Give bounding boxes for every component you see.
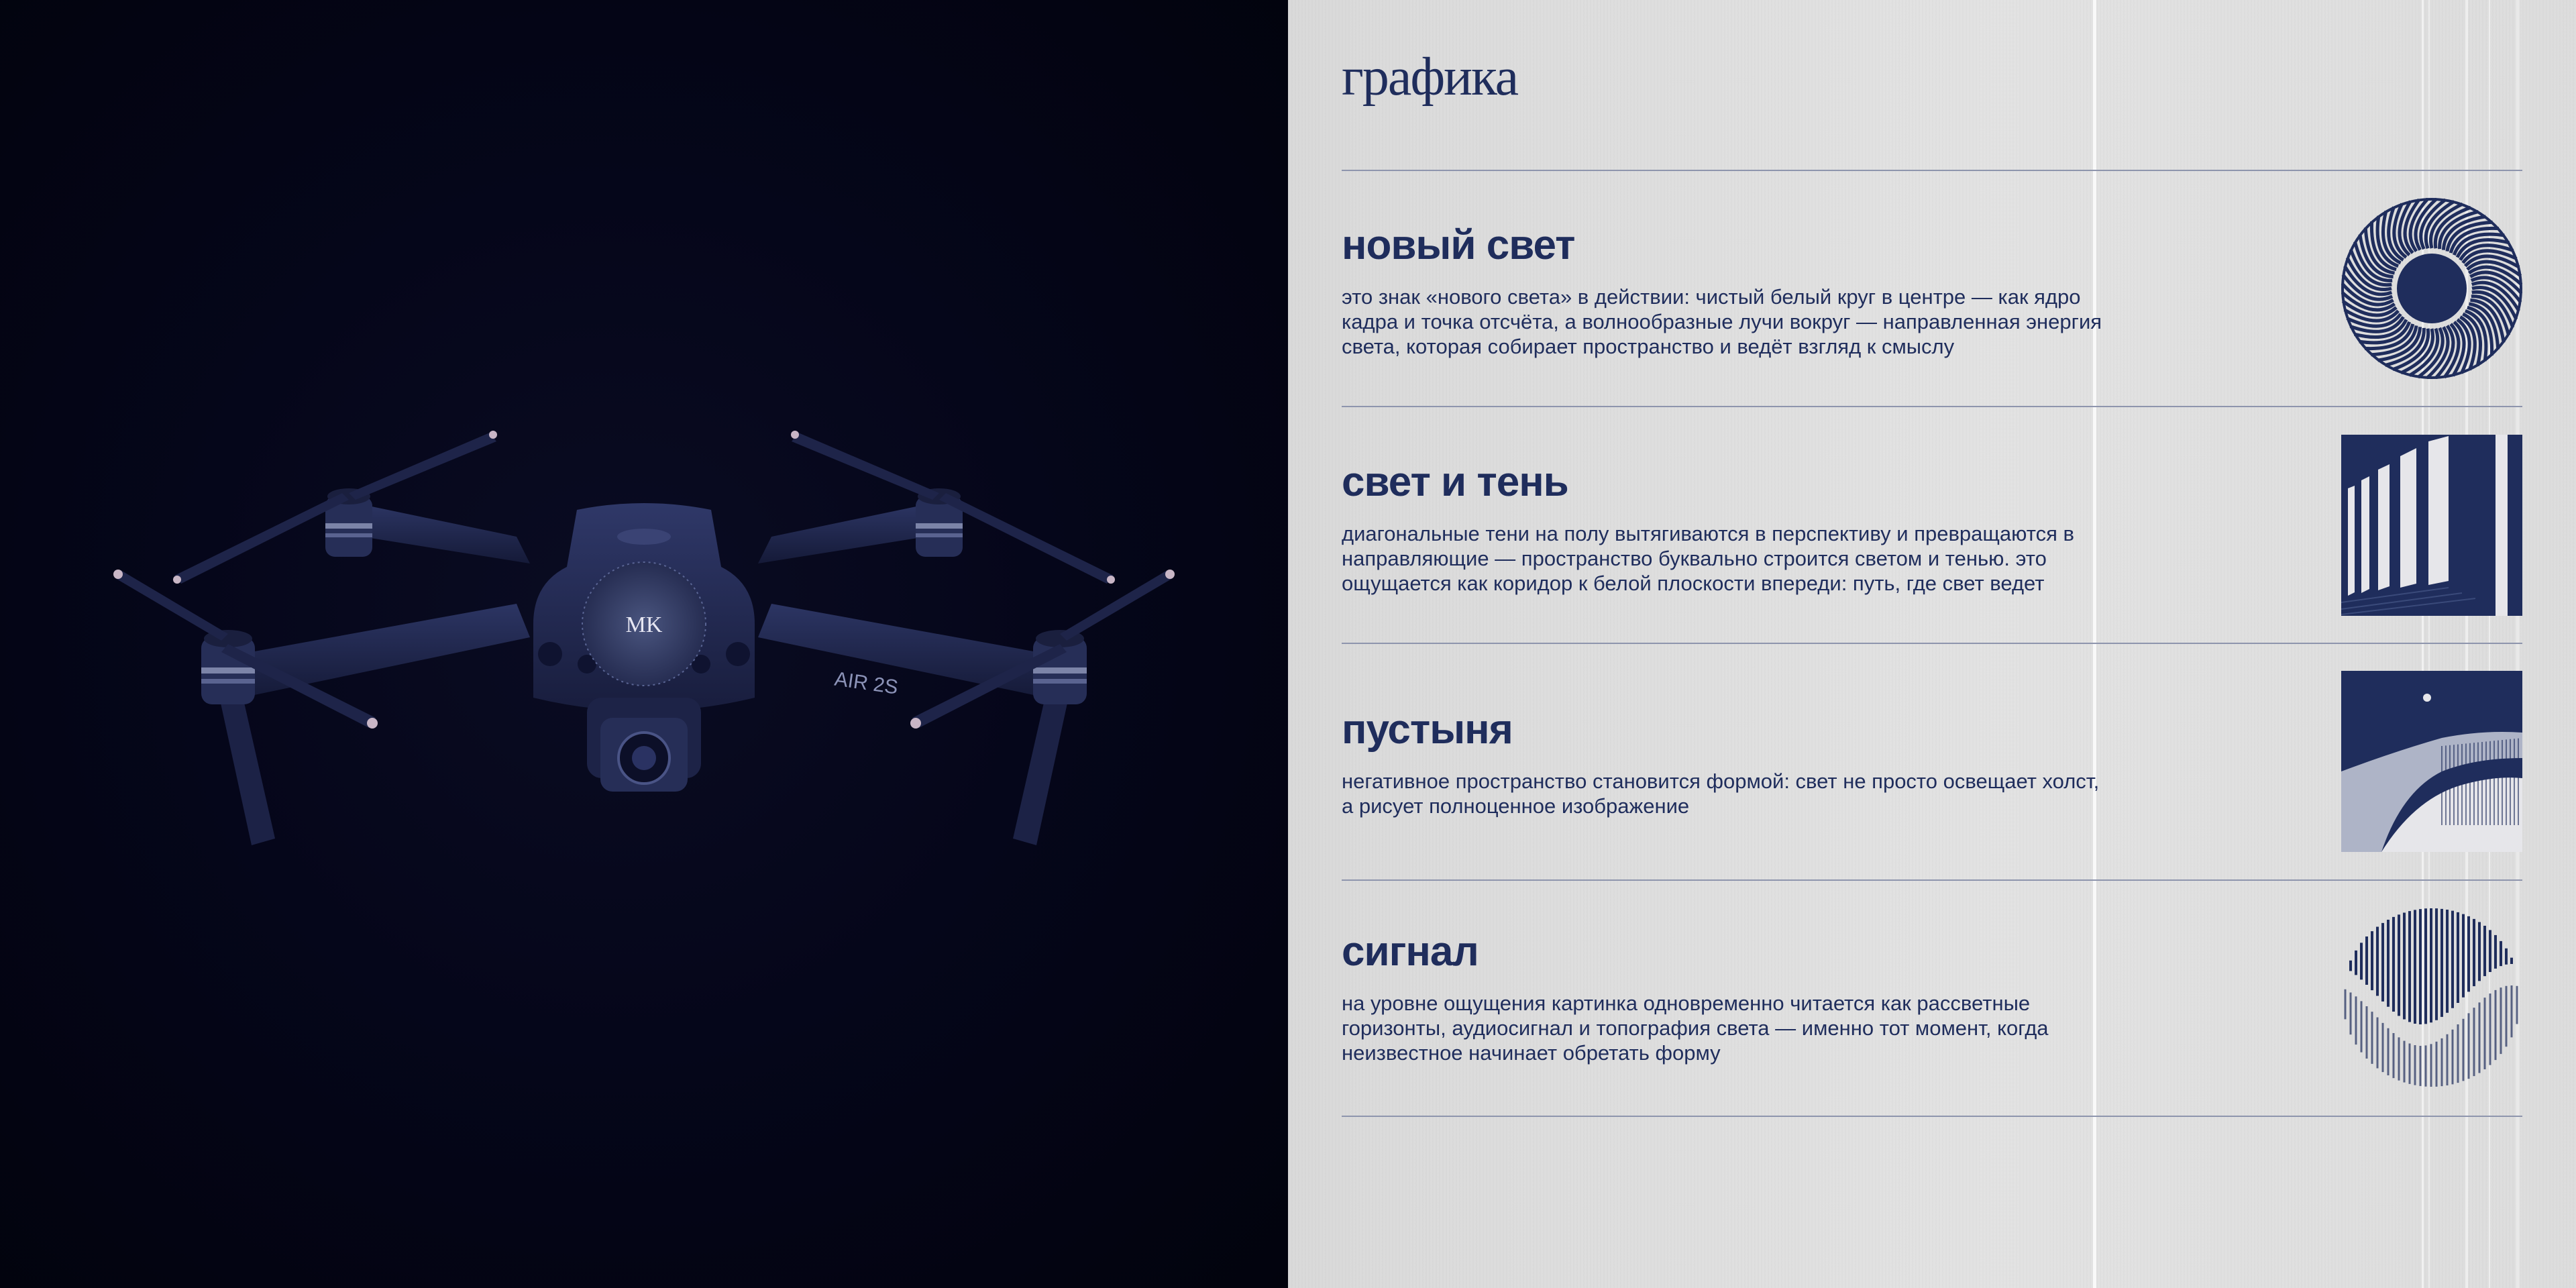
signal-circle-icon: [2341, 907, 2522, 1088]
section-title-desert: пустыня: [1342, 706, 1513, 753]
divider: [1342, 406, 2522, 407]
section-title-new-light: новый свет: [1342, 222, 1575, 268]
light-streak: [2093, 0, 2096, 1288]
divider: [1342, 879, 2522, 881]
graphics-panel: [1288, 0, 2576, 1288]
section-desc-desert: негативное пространство становится формой: свет не просто освещает холст, а рисует полноценное изображение: [1342, 769, 2100, 818]
light-streak: [2465, 0, 2468, 1288]
drone-image: [101, 402, 1187, 872]
radial-sun-icon: [2341, 198, 2522, 379]
section-desc-new-light: это знак «нового света» в действии: чистый белый круг в центре — как ядро кадра и точка отсчёта, а волнообразные лучи вокруг — направленная энергия света, которая собирает пространство и ведёт взгляд к смыслу: [1342, 285, 2102, 358]
section-title-light-shadow: свет и тень: [1342, 459, 1568, 505]
light-streak: [2428, 0, 2430, 1288]
divider: [1342, 1116, 2522, 1117]
drone-model-text: AIR 2S: [833, 667, 900, 699]
page-title: графика: [1342, 48, 1518, 107]
divider: [1342, 170, 2522, 171]
corridor-columns-icon: [2341, 435, 2522, 616]
divider: [1342, 643, 2522, 644]
desert-dunes-icon: [2341, 671, 2522, 852]
section-title-signal: сигнал: [1342, 928, 1479, 975]
section-desc-light-shadow: диагональные тени на полу вытягиваются в перспективу и превращаются в направляющие — пространство буквально строится светом и тенью. это ощущается как коридор к белой плоскости впереди: путь, где свет ведет: [1342, 522, 2074, 595]
drone-logo-text: MK: [625, 612, 663, 637]
light-streak: [2489, 0, 2490, 1288]
section-desc-signal: на уровне ощущения картинка одновременно читается как рассветные горизонты, аудиосигнал и топография света — именно тот момент, когда неизвестное начинает обретать форму: [1342, 991, 2049, 1065]
light-streak: [2422, 0, 2424, 1288]
light-streak: [2516, 0, 2520, 1288]
